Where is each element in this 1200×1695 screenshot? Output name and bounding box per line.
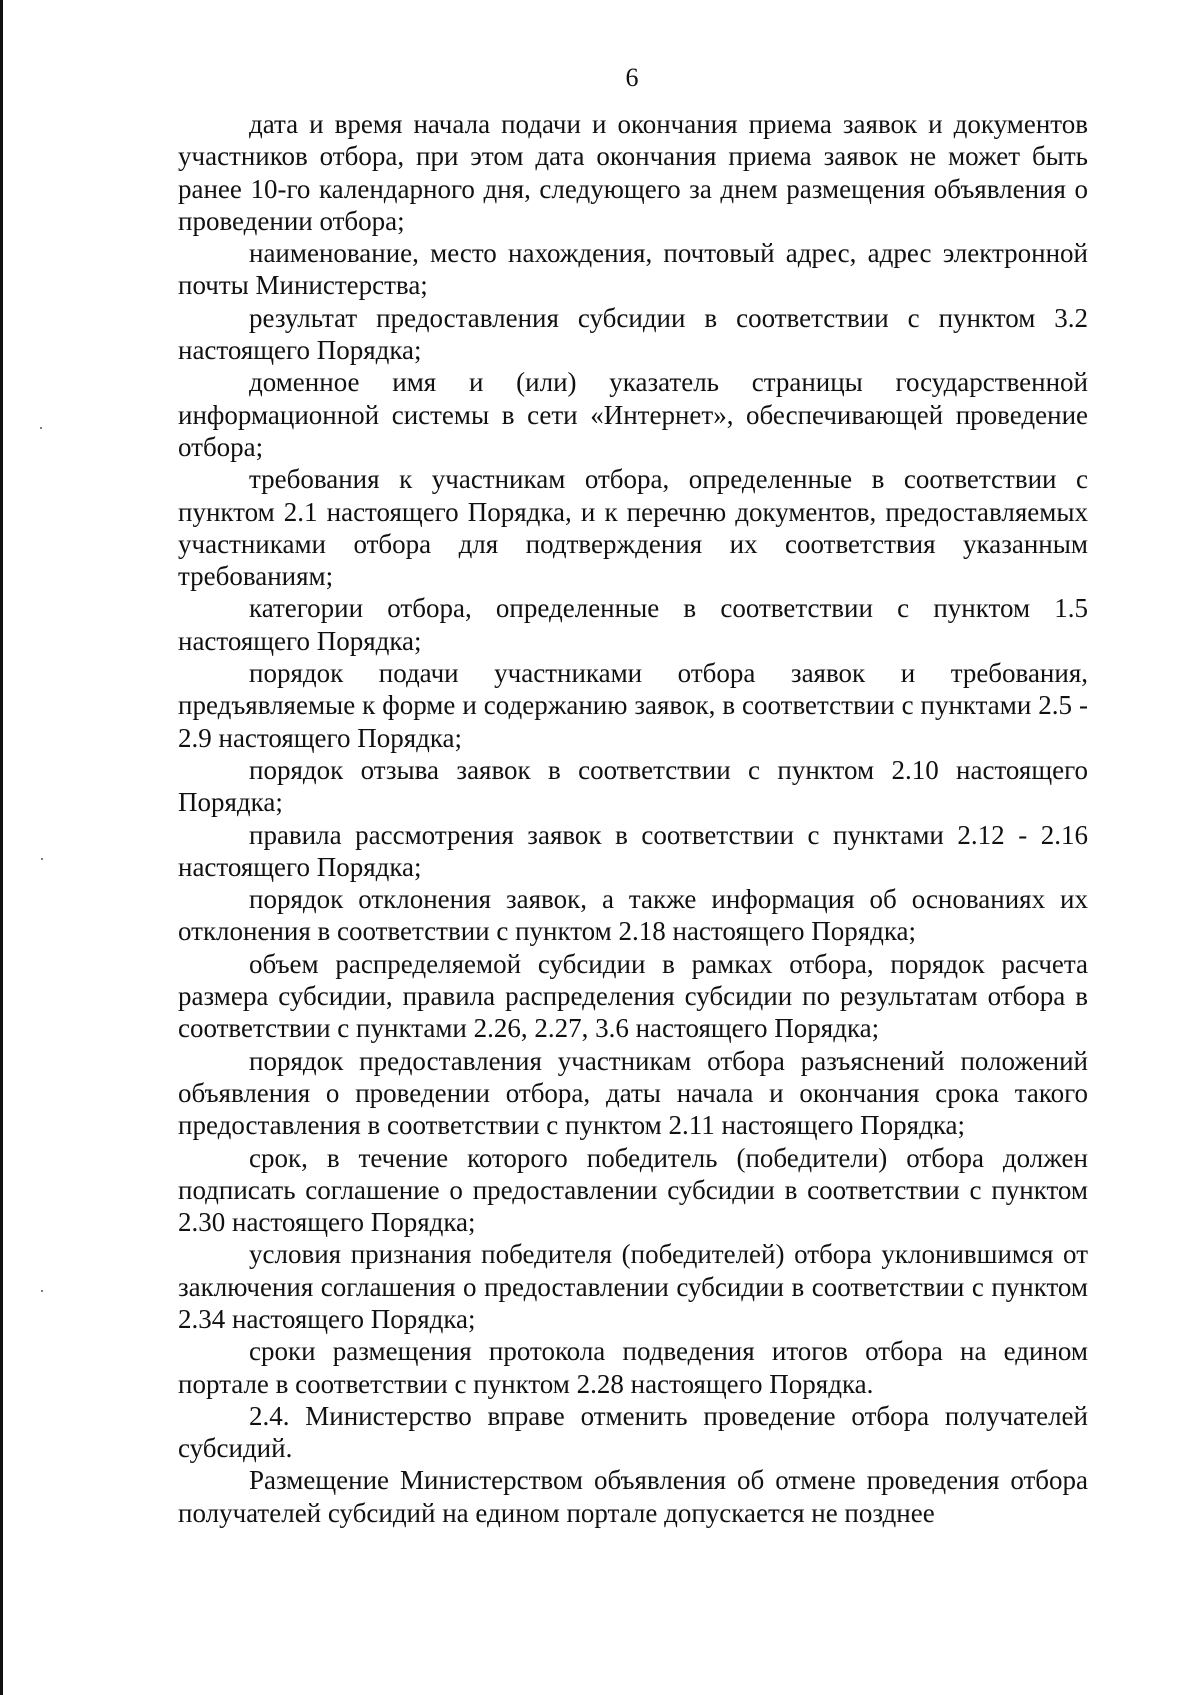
paragraph: порядок подачи участниками отбора заявок и требования, предъявляемые к форме и содержанию заявок, в соответствии с пунктами 2.5 - 2.9 настоящего Порядка; <box>178 658 1088 753</box>
paragraph: правила рассмотрения заявок в соответствии с пунктами 2.12 - 2.16 настоящего Порядка; <box>178 819 1088 882</box>
scan-speck <box>40 427 42 429</box>
paragraph: доменное имя и (или) указатель страницы государственной информационной системы в сети «Интернет», обеспечивающей проведение отбора; <box>178 367 1088 462</box>
paragraph: сроки размещения протокола подведения итогов отбора на едином портале в соответствии с пунктом 2.28 настоящего Порядка. <box>178 1336 1088 1399</box>
scan-speck <box>41 1290 43 1292</box>
paragraph: результат предоставления субсидии в соответствии с пунктом 3.2 настоящего Порядка; <box>178 302 1088 366</box>
paragraph: порядок предоставления участникам отбора разъяснений положений объявления о проведении отбора, даты начала и окончания срока такого предоставления в соответствии с пунктом 2.11 настоящего Порядка; <box>178 1045 1088 1141</box>
paragraph: условия признания победителя (победителей) отбора уклонившимся от заключения соглашения о предоставлении субсидии в соответствии с пунктом 2.34 настоящего Порядка; <box>178 1239 1088 1334</box>
paragraph: Размещение Министерством объявления об отмене проведения отбора получателей субсидий на едином портале допускается не позднее <box>178 1465 1088 1528</box>
document-body <box>178 108 1088 1529</box>
paragraph: категории отбора, определенные в соответствии с пунктом 1.5 настоящего Порядка; <box>178 593 1088 656</box>
paragraph: наименование, место нахождения, почтовый адрес, адрес электронной почты Министерства; <box>178 238 1088 301</box>
paragraph: объем распределяемой субсидии в рамках отбора, порядок расчета размера субсидии, правила распределения субсидии по результатам отбора в соответствии с пунктами 2.26, 2.27, 3.6 настоящего Порядка; <box>178 948 1088 1044</box>
paragraph: 2.4. Министерство вправе отменить проведение отбора получателей субсидий. <box>178 1400 1088 1464</box>
page-number: 6 <box>625 63 639 92</box>
paragraph: дата и время начала подачи и окончания приема заявок и документов участников отбора, при этом дата окончания приема заявок не может быть ранее 10-го календарного дня, следующего за днем размещения объявления о проведении отбора; <box>178 109 1088 236</box>
scan-edge <box>0 0 3 1695</box>
paragraph: порядок отзыва заявок в соответствии с пунктом 2.10 настоящего Порядка; <box>178 754 1088 818</box>
paragraph: порядок отклонения заявок, а также информация об основаниях их отклонения в соответствии с пунктом 2.18 настоящего Порядка; <box>178 884 1088 947</box>
scan-speck <box>41 858 43 860</box>
paragraph: требования к участникам отбора, определенные в соответствии с пунктом 2.1 настоящего Порядка, и к перечню документов, предоставляемых участниками отбора для подтверждения их соответствия указанным требованиям; <box>178 464 1088 592</box>
paragraph: срок, в течение которого победитель (победители) отбора должен подписать соглашение о предоставлении субсидии в соответствии с пунктом 2.30 настоящего Порядка; <box>178 1142 1088 1238</box>
